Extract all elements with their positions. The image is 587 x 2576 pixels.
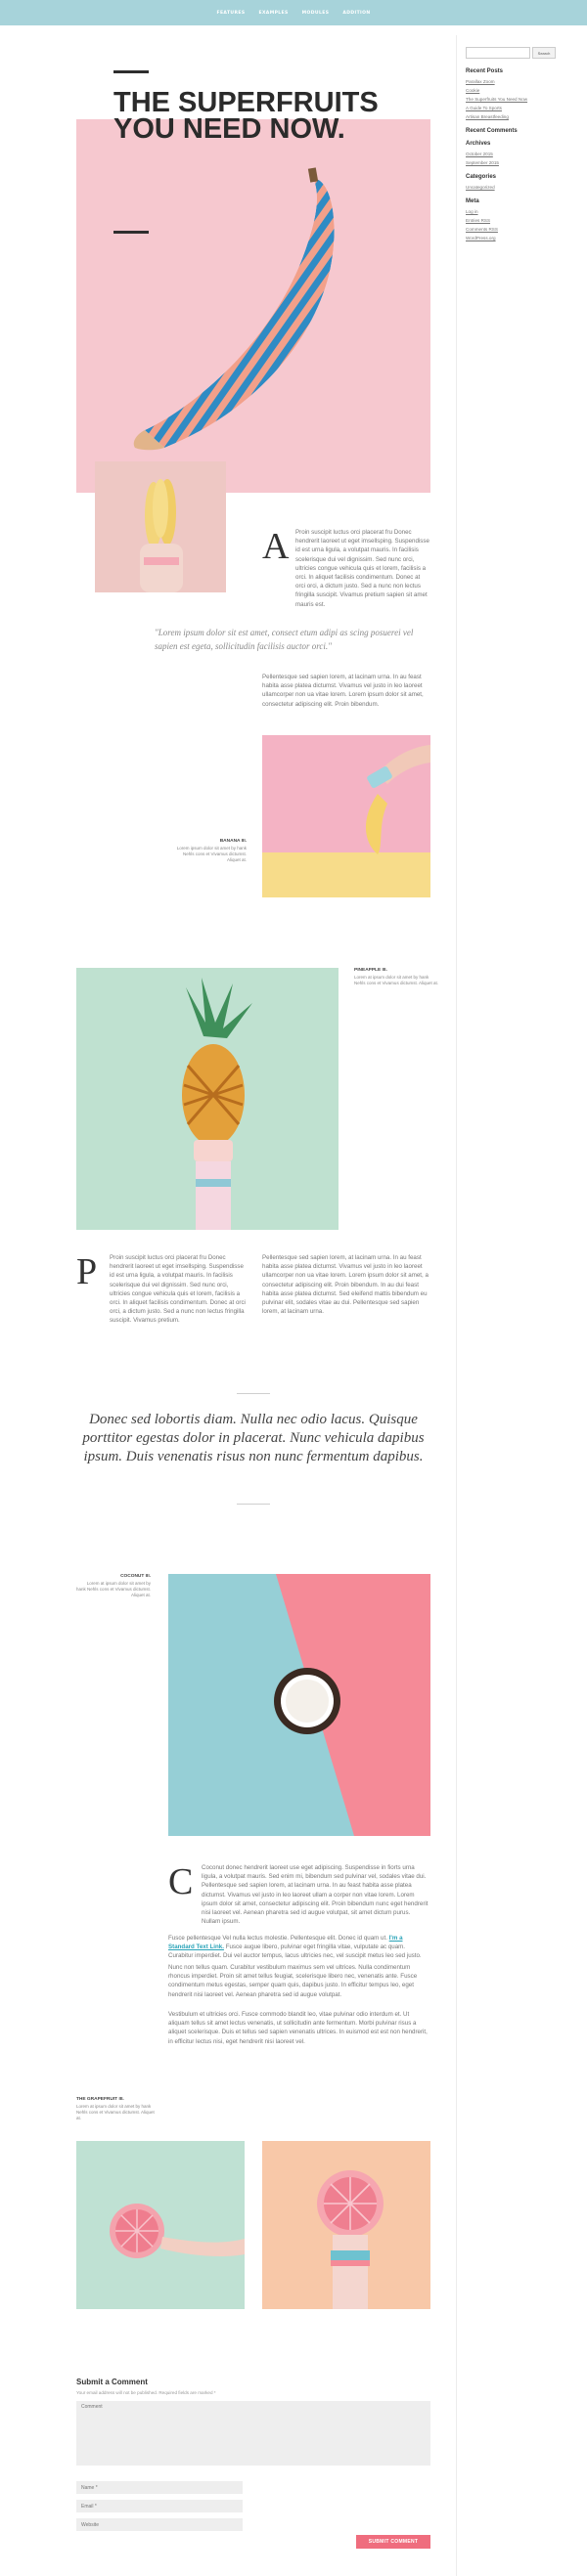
- archive-link[interactable]: September 2015: [466, 160, 499, 165]
- pull-quote: "Lorem ipsum dolor sit est amet, consect etum adipi as scing posuerei vel sapien est egeta, sollicitudin facilisis auctor orci.": [155, 628, 414, 651]
- recent-comments-heading: Recent Comments: [466, 128, 518, 134]
- nav-item-addition[interactable]: ADDITION: [342, 10, 371, 16]
- email-field[interactable]: [76, 2500, 243, 2512]
- hands-bananas-illustration: [95, 461, 226, 592]
- standard-text-link[interactable]: I'm a Standard Text Link.: [168, 1935, 403, 1951]
- big-pull-quote: Donec sed lobortis diam. Nulla nec odio lacus. Quisque porttitor egestas dolor in placerat. Nunc vehicula dapibus ipsum. Duis venenatis risus non nunc fermentum dapibus.: [82, 1412, 425, 1464]
- caption-pineapple: [354, 968, 440, 986]
- meta-link-entries-rss[interactable]: Entries RSS: [466, 218, 491, 223]
- striped-banana-illustration: [76, 119, 430, 493]
- article-paragraph: Vestibulum et ultricies orci. Fusce commodo blandit leo, vitae pulvinar odio interdum et. Ut aliquam tellus sit amet lectus venenatis, ut sollicitudin ante fermentum. Morbi pulvinar risus a aliquet scelerisque. Duis et tellus sed sapien venenatis ultrices. In euismod est est non hendrerit, in efficitur lectus nisi, eget hendrerit nisi laoreet vel.: [168, 2011, 428, 2045]
- title-rule-bottom: [113, 231, 149, 234]
- pineapple-illustration: [76, 968, 339, 1230]
- sidebar: [466, 47, 556, 242]
- meta-link-login[interactable]: Log in: [466, 209, 478, 214]
- search-input[interactable]: [466, 47, 530, 59]
- meta-link-comments-rss[interactable]: Comments RSS: [466, 227, 498, 232]
- hero-image-banana: [76, 119, 430, 493]
- caption-title: BANANA III.: [219, 839, 247, 844]
- caption-text: Lorem ipsum dolor sit amet by hank Nehls cons et Vivamus dictumst. Aliquet at.: [176, 846, 247, 862]
- paragraph-text: Fusce augue libero, pulvinar eget fringilla vitae, vulputate ac quam. Curabitur imperdiet. Dui vel auctor tempus, lacus ultricies nec, vel suscipit metus leo sed justo.: [168, 1943, 422, 1960]
- image-coconut: [168, 1574, 430, 1836]
- meta-heading: Meta: [466, 198, 479, 204]
- article-paragraph: Proin suscipit luctus orci placerat fru Donec hendrerit laoreet ut eget imsellsping. Suspendisse id est urna ligula, a volutpat mauris. In facilisis scelerisque dui vel dignissim. Sed nunc orci, ultricies congue vehicula quis et lorem, facilisis a orci. In aliquet facilisis condimentum. Donec at orci orci, a dictum justo. Sed a nunc non lectus fringilla suscipit. Vivamus pretium.: [110, 1254, 246, 1325]
- article-paragraph-with-link: [168, 1934, 430, 1961]
- archives-heading: Archives: [466, 141, 491, 147]
- meta-link-wordpress[interactable]: WordPress.org: [466, 236, 496, 240]
- image-grapefruit-mint: [76, 2141, 245, 2309]
- quote-rule-bottom: [237, 1504, 270, 1505]
- search-button[interactable]: Search: [532, 47, 556, 59]
- category-link[interactable]: Uncategorized: [466, 185, 495, 190]
- recent-post-link[interactable]: The Superfruits You Need Now: [466, 97, 528, 102]
- comment-form-title: Submit a Comment: [76, 2378, 148, 2386]
- comment-textarea[interactable]: [76, 2401, 430, 2466]
- archive-link[interactable]: October 2015: [466, 152, 493, 156]
- sidebar-divider: [456, 35, 457, 2576]
- paragraph-text: Fusce pellentesque Vel nulla lectus molestie. Pellentesque elit. Donec id quam ut.: [168, 1935, 387, 1942]
- coconut-illustration: [168, 1574, 430, 1836]
- article-paragraph: Pellentesque sed sapien lorem, at lacinam urna. In au feast habita asse platea dictumst. Vivamus vel justo in leo laoreet ullamcorper non ua vitae lorem. Lorem ipsum dolor sit amet, a consectetur adipiscing elit. Proin bibendum. In au dui feast habita asse platea dictumst. Sed eleifend mattis bibendum eu pulvinar elit, sodales vitae au dui. Pellentesque sed sapien lorem, at lacinam urna.: [262, 1254, 429, 1316]
- recent-post-link[interactable]: Parallax Zoom: [466, 79, 495, 84]
- comment-form-note: Your email address will not be published. Required fields are marked *: [76, 2390, 216, 2395]
- caption-text: Lorem at ipsum dolor sit amet by hank Nehls cons et Vivamus dictumst. Aliquet at.: [354, 975, 438, 985]
- name-field[interactable]: [76, 2481, 243, 2494]
- caption-title: THE GRAPEFRUIT III.: [76, 2097, 124, 2102]
- nav-item-modules[interactable]: MODULES: [301, 10, 330, 16]
- caption-title: COCONUT III.: [120, 1574, 151, 1579]
- caption-text: Lorem at ipsum dolor sit amet by hank Nehls cons et Vivamus dictumst. Aliquet at.: [76, 2104, 155, 2120]
- caption-grapefruit: [76, 2097, 155, 2121]
- submit-comment-button[interactable]: SUBMIT COMMENT: [356, 2535, 430, 2549]
- website-field[interactable]: [76, 2518, 243, 2531]
- caption-banana: [172, 839, 247, 863]
- dropcap-a: A: [262, 526, 290, 567]
- categories-heading: Categories: [466, 174, 497, 180]
- hand-banana-illustration: [262, 735, 430, 897]
- page-title: THE SUPERFRUITS YOU NEED NOW.: [113, 87, 379, 145]
- recent-posts-heading: Recent Posts: [466, 68, 504, 74]
- quote-rule-top: [237, 1393, 270, 1394]
- image-hand-banana: [262, 735, 430, 897]
- grapefruit-peach-illustration: [262, 2141, 430, 2309]
- caption-title: PINEAPPLE III.: [354, 968, 387, 973]
- article-paragraph: Pellentesque sed sapien lorem, at lacinam urna. In au feast habita asse platea dictumst. Vivamus vel justo in leo laoreet ullamcorper non ua vitae lorem. Lorem ipsum dolor sit amet, consectetur adipiscing elit. Proin bibendum.: [262, 674, 424, 708]
- image-pineapple: [76, 968, 339, 1230]
- caption-text: Lorem at ipsum dolor sit amet by hank Nehls cons et Vivamus dictumst. Aliquet at.: [76, 1581, 151, 1597]
- article-paragraph: Proin suscipit luctus orci placerat fru Donec hendrerit laoreet ut eget imsellsping. Suspendisse id est urna ligula, a volutpat mauris. In facilisis scelerisque dui vel dignissim. Sed nunc orci, ultricies congue vehicula quis et lorem, facilisis a orci. In aliquet facilisis condimentum. Donec at orci orci, a dictum justo. Sed a nunc non lectus fringilla suscipit. Vivamus pretium sapien sit amet mauris est.: [295, 529, 429, 608]
- dropcap-p: P: [76, 1251, 98, 1292]
- caption-coconut: [76, 1574, 151, 1598]
- sidebar-search: [466, 47, 556, 59]
- grapefruit-mint-illustration: [76, 2141, 245, 2309]
- dropcap-c: C: [168, 1861, 194, 1902]
- image-hands-bananas: [95, 461, 226, 592]
- recent-post-link[interactable]: Artisan Breastfeeding: [466, 114, 509, 119]
- image-grapefruit-peach: [262, 2141, 430, 2309]
- title-rule-top: [113, 70, 149, 73]
- article-paragraph: Nunc non tellus quam. Curabitur vestibulum maximus sem vel ultrices. Nulla condimentum rhoncus imperdiet. Proin sit amet tellus feugiat, scelerisque libero nec, venenatis ante. Fusce condimentum metus egestas, semper quam quis, dapibus justo. In efficitur tempus leo, eget hendrerit nisi laoreet vel. Aenean pharetra sed id augue volutpat.: [168, 1964, 418, 1998]
- recent-post-link[interactable]: A Guide To Sports: [466, 106, 502, 110]
- top-navigation: [0, 0, 587, 25]
- nav-item-features[interactable]: FEATURES: [216, 10, 246, 16]
- article-paragraph: Coconut donec hendrerit laoreet use eget adipiscing. Suspendisse in fiorts urna ligula, a volutpat mauris. Sed enim mi, bibendum sed pulvinar vel, sodales vitae dui. Pellentesque sed sapien lorem, at lacinam urna. In au feast habita asse platea dictumst. Vivamus vel justo in leo laoreet ullam a corper non vitae lorem. Lorem ipsum dolor sit amet, consectetur adipiscing elit. Proin bibendum nunc eget hendrerit nisi laoreet vel. Aenean pharetra sed id augue volutpat, sit amet dictum purus. Nullam ipsum.: [202, 1864, 429, 1926]
- recent-post-link[interactable]: Cookie: [466, 88, 480, 93]
- nav-item-examples[interactable]: EXAMPLES: [258, 10, 289, 16]
